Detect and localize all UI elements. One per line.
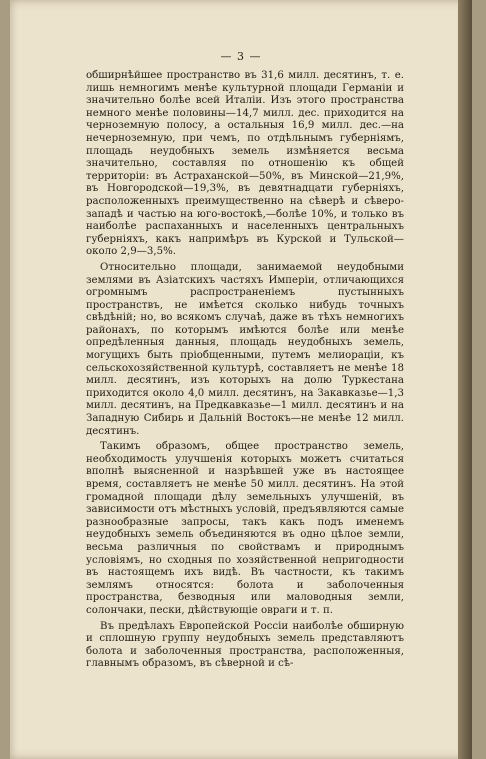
paragraph-2: Относительно площади, занимаемой неудобными землями въ Азіатскихъ частяхъ Имперіи, отличающихся огромнымъ распространеніемъ пустынныхъ пространствъ, не имѣется сколько нибудь точныхъ свѣдѣній; но, во всякомъ случаѣ, даже въ тѣхъ немногихъ районахъ, по которымъ имѣются болѣе или менѣе опредѣленныя данныя, площадь неудобныхъ земель, могущихъ быть пріобщенными, путемъ мелиораціи, къ сельскохозяйственной культурѣ, составляетъ не менѣе 18 милл. десятинъ, изъ которыхъ на долю Туркестана приходится около 4,0 милл. десятинъ, на Закавказье—1,3 милл. десятинъ, на Предкавказье—1 милл. десятинъ и на Западную Сибирь и Дальній Востокъ—не менѣе 12 милл. десятинъ.: [86, 261, 404, 437]
paragraph-4: Въ предѣлахъ Европейской Россіи наиболѣе обширную и сплошную группу неудобныхъ земель представляютъ болота и заболоченныя пространства, расположенныя, главнымъ образомъ, въ сѣверной и сѣ-: [86, 620, 404, 670]
book-spine-shadow: [458, 0, 472, 759]
body-text: [86, 70, 404, 671]
paragraph-3: Такимъ образомъ, общее пространство земель, необходимость улучшенія которыхъ можетъ считаться вполнѣ выясненной и назрѣвшей уже въ настоящее время, составляетъ не менѣе 50 милл. десятинъ. На этой громадной площади дѣлу земельныхъ улучшеній, въ зависимости отъ мѣстныхъ условій, предъявляются самые разнообразные запросы, такъ какъ подъ именемъ неудобныхъ земель объединяются въ одно цѣлое земли, весьма различныя по свойствамъ и природнымъ условіямъ, но сходныя по хозяйственной непригодности въ настоящемъ ихъ видѣ. Въ частности, къ такимъ землямъ относятся: болота и заболоченныя пространства, безводныя или маловодныя земли, солончаки, пески, дѣйствующіе овраги и т. п.: [86, 441, 404, 616]
book-page: [10, 0, 472, 759]
page-number: — 3 —: [220, 50, 262, 63]
paragraph-1: обширнѣйшее пространство въ 31,6 милл. десятинъ, т. е. лишь немногимъ менѣе культурной площади Германіи и значительно болѣе всей Италіи. Изъ этого пространства немного менѣе половины—14,7 милл. дес. приходится на черноземную полосу, а остальныя 16,9 милл. дес.—на нечерноземную, при чемъ, по отдѣльнымъ губерніямъ, площадь неудобныхъ земель измѣняется весьма значительно, составляя по отношенію къ общей территоріи: въ Астраханской—50%, въ Минской—21,9%, въ Новгородской—19,3%, въ девятнадцати губерніяхъ, расположенныхъ преимущественно на сѣверѣ и сѣверо-западѣ и частью на юго-востокѣ,—болѣе 10%, и только въ наиболѣе распаханныхъ и населенныхъ центральныхъ губерніяхъ, какъ напримѣръ въ Курской и Тульской—около 2,9—3,5%.: [86, 70, 404, 258]
